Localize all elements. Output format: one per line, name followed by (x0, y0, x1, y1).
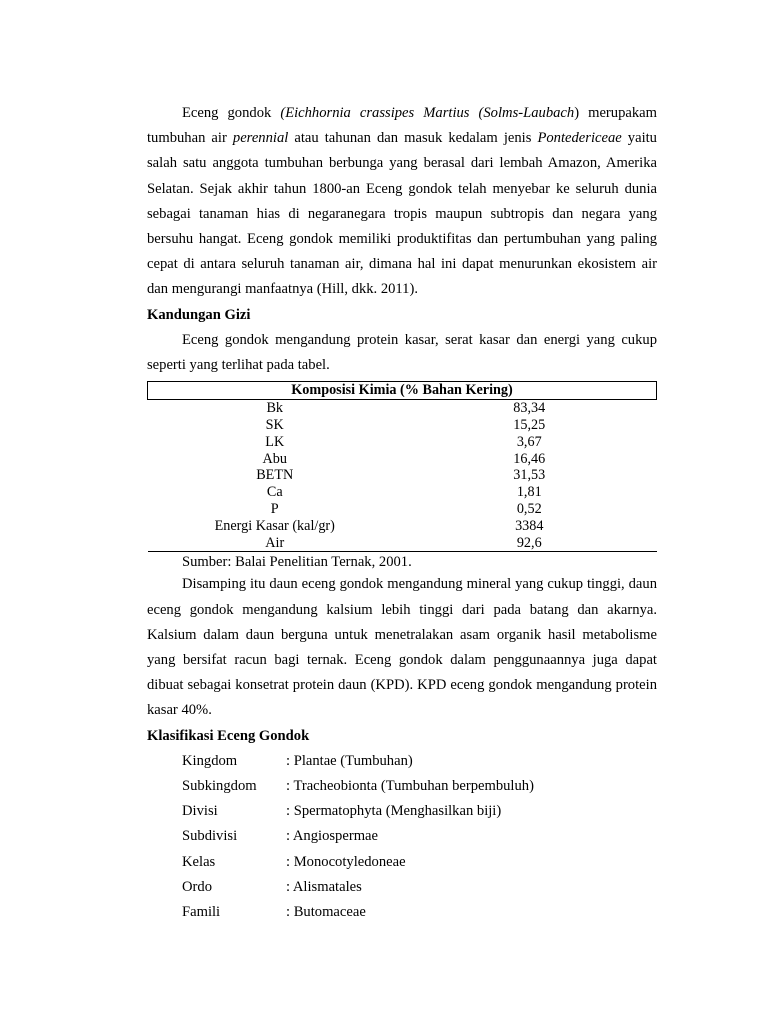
list-item (182, 850, 657, 875)
table-row (148, 518, 657, 535)
scientific-name: (Eichhornia crassipes Martius (Solms-Laubach (280, 105, 575, 121)
row-name: P (270, 501, 279, 518)
list-item (182, 799, 657, 824)
row-value: 3,67 (516, 433, 542, 450)
table-row (148, 501, 657, 518)
composition-table (147, 381, 657, 552)
list-item (182, 749, 657, 774)
row-value: 83,34 (513, 400, 546, 417)
rank-label: Kelas (182, 853, 216, 870)
row-value: 16,46 (513, 450, 546, 467)
row-value: 31,53 (513, 467, 546, 484)
rank-value: : Spermatophyta (Menghasilkan biji) (286, 803, 502, 820)
list-item (182, 824, 657, 849)
row-name: Energi Kasar (kal/gr) (214, 517, 335, 534)
rank-label: Famili (182, 904, 221, 921)
list-item (182, 875, 657, 900)
rank-label: Divisi (182, 803, 218, 820)
perennial-term: perennial (232, 130, 289, 147)
row-value: 3384 (515, 517, 544, 534)
page-content (147, 101, 657, 925)
table-row (148, 417, 657, 434)
table-source: Sumber: Balai Penelitian Ternak, 2001. (182, 554, 412, 571)
rank-label: Subdivisi (182, 828, 238, 845)
table-title: Komposisi Kimia (% Bahan Kering) (148, 382, 657, 400)
classification-list (182, 749, 657, 925)
intro-paragraph (147, 101, 657, 303)
table-row (148, 434, 657, 451)
list-item (182, 900, 657, 925)
table-row (148, 400, 657, 417)
row-value: 92,6 (402, 535, 657, 552)
row-name: LK (265, 433, 285, 450)
intro-text-d: yaitu salah satu anggota tumbuhan berbunga yang berasal dari lembah Amazon, Amerika Selatan. Sejak akhir tahun 1800-an Eceng gondok telah menyebar ke seluruh dunia sebagai tanaman hias di negaranegara tropis maupun subtropis dan negara yang bersuhu hangat. Eceng gondok memiliki produktifitas dan pertumbuhan yang paling cepat di antara seluruh tanaman air, dimana hal ini dapat menurunkan ekosistem air dan mengurangi manfaatnya (Hill, dkk. 2011). (147, 130, 657, 298)
row-value: 15,25 (513, 417, 546, 434)
table-row (148, 484, 657, 501)
mineral-paragraph: Disamping itu daun eceng gondok mengandung mineral yang cukup tinggi, daun eceng gondok mengandung kalsium lebih tinggi dari pada batang dan akarnya. Kalsium dalam daun berguna untuk menetralakan asam organik hasil metabolisme yang bersifat racun bagi ternak. Eceng gondok dalam penggunaannya juga dapat dibuat sebagai konsetrat protein daun (KPD). KPD eceng gondok mengandung protein kasar 40%. (147, 576, 657, 719)
rank-value: : Plantae (Tumbuhan) (286, 752, 413, 769)
row-name: SK (265, 417, 284, 434)
rank-label: Kingdom (182, 752, 238, 769)
row-value: 1,81 (516, 484, 542, 501)
rank-label: Ordo (182, 878, 212, 895)
row-value: 0,52 (516, 501, 542, 518)
table-row (148, 451, 657, 468)
rank-value: : Alismatales (286, 878, 362, 895)
rank-value: : Tracheobionta (Tumbuhan berpembuluh) (286, 778, 534, 795)
list-item (182, 774, 657, 799)
row-name: Bk (266, 400, 284, 417)
rank-value: : Butomaceae (286, 904, 366, 921)
intro-text-c: atau tahunan dan masuk kedalam jenis (288, 130, 538, 147)
section-heading-gizi: Kandungan Gizi (147, 306, 251, 323)
table-row (148, 467, 657, 484)
rank-label: Subkingdom (182, 778, 257, 795)
gizi-paragraph: Eceng gondok mengandung protein kasar, serat kasar dan energi yang cukup seperti yang terlihat pada tabel. (147, 331, 657, 374)
intro-text-b: ) merupakam tumbuhan air (147, 105, 657, 147)
table-row (148, 535, 657, 552)
rank-value: : Monocotyledoneae (286, 853, 406, 870)
section-heading-klasifikasi: Klasifikasi Eceng Gondok (147, 727, 310, 744)
row-name: Ca (266, 484, 283, 501)
row-name: BETN (256, 467, 294, 484)
row-name: Air (148, 535, 403, 552)
intro-text-a: Eceng gondok (182, 105, 281, 121)
row-name: Abu (262, 450, 287, 467)
rank-value: : Angiospermae (286, 828, 379, 845)
family-term: Pontedericeae (537, 130, 622, 147)
